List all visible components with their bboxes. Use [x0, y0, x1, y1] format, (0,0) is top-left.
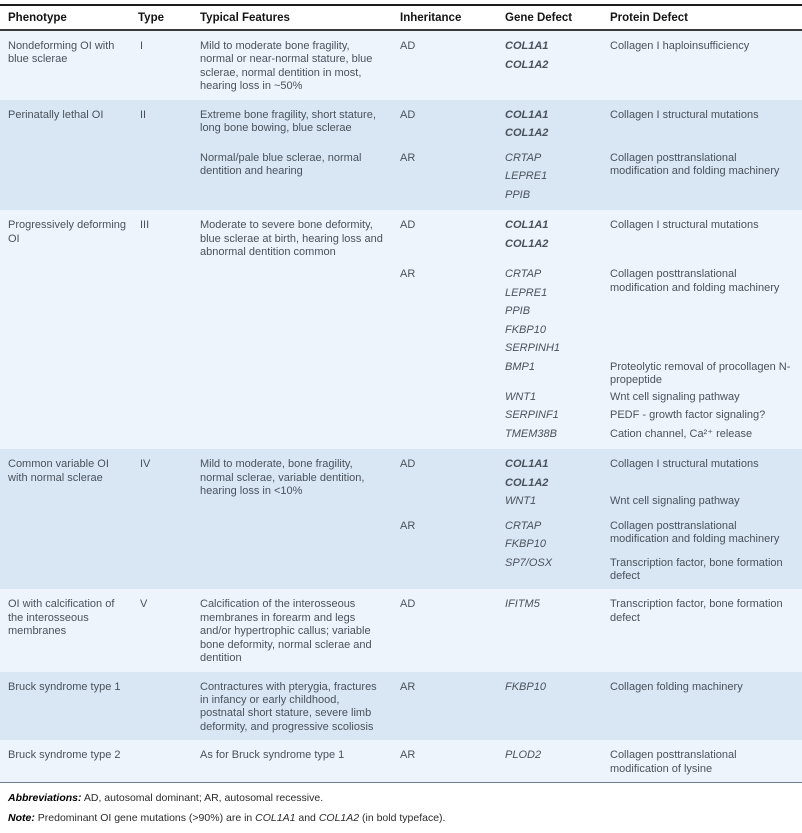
protein-defect-cell: Collagen folding machinery [610, 680, 743, 693]
inheritance-subrow [198, 149, 802, 205]
gene-protein-group [503, 554, 802, 584]
gene-protein-group [503, 216, 802, 253]
header-phenotype: Phenotype [8, 12, 67, 24]
type-cell [136, 678, 198, 735]
protein-defect-cell: Collagen posttranslational modification and folding machinery [610, 151, 780, 178]
subrows-container [198, 455, 802, 583]
typical-features-cell: Moderate to severe bone deformity, blue sclerae at birth, hearing loss and abnormal dentition common [200, 219, 383, 258]
gene-protein-group [503, 595, 802, 625]
inheritance-subrow [198, 517, 802, 584]
gene-name: CRTAP [505, 519, 542, 532]
gene-protein-group [503, 406, 802, 425]
phenotype-cell: Nondeforming OI with blue sclerae [8, 40, 115, 66]
typical-features-cell: Mild to moderate bone fragility, normal or near-normal stature, blue sclerae, normal dentition in most, hearing loss in ~50% [200, 40, 373, 93]
subrows-container [198, 595, 802, 665]
inheritance-cell: AD [400, 219, 416, 232]
gene-groups [503, 265, 802, 443]
gene-name: COL1A1 [505, 219, 549, 232]
subrows-container [198, 106, 802, 205]
table-row [0, 449, 802, 589]
table-row [0, 672, 802, 741]
type-cell: III [140, 219, 150, 232]
phenotype-cell: Progressively deforming OI [8, 219, 126, 245]
header-inheritance: Inheritance [400, 12, 462, 24]
abbreviations-line [8, 792, 794, 805]
inheritance-subrow [198, 455, 802, 511]
typical-features-cell: Mild to moderate, bone fragility, normal sclerae, variable dentition, hearing loss in <10% [200, 458, 365, 497]
table-body [0, 31, 802, 783]
gene-list [503, 37, 608, 74]
gene-name: CRTAP [505, 151, 542, 164]
gene-name: LEPRE1 [505, 170, 548, 183]
protein-defect-cell: Collagen posttranslational modification and folding machinery [610, 268, 780, 294]
gene-name: COL1A1 [505, 108, 549, 121]
gene-name: COL1A2 [505, 237, 549, 250]
inheritance-cell: AR [400, 519, 416, 532]
phenotype-cell: OI with calcification of the interosseous membranes [8, 598, 115, 638]
gene-groups [503, 149, 802, 205]
typical-features-cell [198, 265, 398, 443]
protein-defect-cell: Transcription factor, bone formation defect [610, 598, 783, 624]
inheritance-cell: AD [400, 108, 416, 121]
gene-list [503, 492, 608, 511]
gene-name: COL1A2 [505, 476, 549, 489]
inheritance-cell: AR [400, 749, 416, 762]
gene-groups [503, 595, 802, 665]
table-row [0, 100, 802, 211]
gene-protein-group [503, 149, 802, 205]
protein-defect-cell: Collagen posttranslational modification and folding machinery [610, 519, 780, 546]
gene-name: LEPRE1 [505, 286, 548, 299]
gene-name: COL1A1 [505, 458, 549, 471]
gene-groups [503, 106, 802, 143]
gene-name: WNT1 [505, 495, 537, 508]
gene-list [503, 149, 608, 205]
gene-protein-group [503, 455, 802, 492]
gene-list [503, 595, 608, 625]
subrows-container [198, 216, 802, 443]
inheritance-cell: AR [400, 268, 416, 281]
table-row [0, 589, 802, 671]
phenotype-cell: Bruck syndrome type 1 [8, 680, 121, 693]
gene-name: FKBP10 [505, 538, 546, 551]
note-gene-col1a2: COL1A2 [318, 812, 360, 825]
type-cell: V [140, 598, 148, 611]
abbreviations-label: Abbreviations: [8, 791, 82, 804]
gene-groups [503, 746, 802, 776]
subrows-container [198, 678, 802, 735]
inheritance-subrow [198, 37, 802, 94]
note-line [8, 812, 794, 825]
inheritance-cell: AR [400, 680, 416, 693]
typical-features-cell: As for Bruck syndrome type 1 [200, 749, 345, 762]
protein-defect-cell: Collagen posttranslational modification of lysine [610, 749, 737, 775]
gene-protein-group [503, 388, 802, 407]
gene-protein-group [503, 358, 802, 388]
gene-protein-group [503, 678, 802, 697]
gene-name: SP7/OSX [505, 556, 553, 569]
gene-protein-group [503, 425, 802, 444]
phenotype-cell: Common variable OI with normal sclerae [8, 458, 109, 484]
gene-name: PPIB [505, 188, 531, 201]
gene-protein-group [503, 492, 802, 511]
gene-protein-group [503, 746, 802, 776]
gene-name: FKBP10 [505, 323, 546, 336]
gene-list [503, 517, 608, 554]
table-footer [0, 783, 802, 833]
gene-name: COL1A1 [505, 40, 549, 52]
subrows-container [198, 746, 802, 776]
inheritance-cell: AD [400, 40, 416, 52]
typical-features-cell: Normal/pale blue sclerae, normal dentition and hearing [200, 151, 362, 178]
typical-features-cell: Extreme bone fragility, short stature, long bone bowing, blue sclerae [200, 108, 376, 135]
type-cell: I [140, 40, 144, 52]
gene-name: PPIB [505, 305, 531, 318]
gene-list [503, 425, 608, 444]
protein-defect-cell: PEDF - growth factor signaling? [610, 409, 766, 422]
gene-list [503, 455, 608, 492]
gene-groups [503, 517, 802, 584]
gene-groups [503, 216, 802, 259]
protein-defect-cell: Collagen I structural mutations [610, 219, 759, 232]
phenotype-cell: Bruck syndrome type 2 [8, 749, 121, 762]
protein-defect-cell: Wnt cell signaling pathway [610, 390, 740, 403]
header-typical-features: Typical Features [200, 12, 290, 24]
gene-list [503, 358, 608, 388]
gene-protein-group [503, 106, 802, 143]
protein-defect-cell: Cation channel, Ca²⁺ release [610, 427, 753, 440]
inheritance-subrow [198, 265, 802, 443]
header-protein-defect: Protein Defect [610, 12, 688, 24]
gene-name: PLOD2 [505, 749, 542, 762]
gene-name: TMEM38B [505, 427, 557, 440]
gene-groups [503, 678, 802, 735]
gene-list [503, 678, 608, 697]
gene-name: COL1A2 [505, 127, 549, 140]
inheritance-subrow [198, 746, 802, 776]
protein-defect-cell: Collagen I haploinsufficiency [610, 40, 750, 52]
gene-name: SERPINH1 [505, 342, 561, 355]
gene-name: FKBP10 [505, 680, 546, 693]
abbreviations-text: AD, autosomal dominant; AR, autosomal recessive. [81, 791, 324, 804]
protein-defect-cell: Collagen I structural mutations [610, 458, 759, 471]
inheritance-subrow [198, 216, 802, 259]
typical-features-cell [198, 517, 398, 584]
inheritance-subrow [198, 595, 802, 665]
gene-name: BMP1 [505, 360, 535, 373]
gene-list [503, 106, 608, 143]
gene-list [503, 406, 608, 425]
header-gene-defect: Gene Defect [505, 12, 573, 24]
type-cell: IV [140, 458, 151, 471]
type-cell [136, 746, 198, 776]
table-row [0, 31, 802, 100]
note-seg-4: (in bold typeface). [359, 812, 446, 825]
gene-name: SERPINF1 [505, 409, 559, 422]
oi-types-table [0, 4, 802, 783]
table-row [0, 740, 802, 782]
protein-defect-cell: Collagen I structural mutations [610, 108, 759, 121]
typical-features-cell: Contractures with pterygia, fractures in infancy or early childhood, postnatal short stature, severe limb deformity, and progressive scoliosis [200, 680, 377, 733]
gene-list [503, 388, 608, 407]
note-seg-0: Predominant OI gene mutations (>90%) are in [34, 812, 256, 825]
typical-features-cell: Calcification of the interosseous membranes in forearm and legs and/or hypertrophic callus; variable bone deformity, normal sclerae and dentition [200, 598, 372, 665]
table-header-row [0, 6, 802, 31]
protein-defect-cell: Transcription factor, bone formation defect [610, 556, 783, 583]
inheritance-cell: AR [400, 151, 416, 164]
header-type: Type [138, 12, 164, 24]
gene-list [503, 554, 608, 584]
gene-protein-group [503, 265, 802, 358]
inheritance-subrow [198, 106, 802, 143]
gene-protein-group [503, 37, 802, 74]
gene-list [503, 265, 608, 358]
note-gene-col1a1: COL1A1 [255, 812, 296, 825]
gene-name: WNT1 [505, 390, 537, 403]
subrows-container [198, 37, 802, 94]
gene-groups [503, 455, 802, 511]
protein-defect-cell: Wnt cell signaling pathway [610, 495, 740, 508]
gene-name: IFITM5 [505, 598, 540, 611]
gene-groups [503, 37, 802, 94]
gene-name: CRTAP [505, 268, 542, 281]
phenotype-cell: Perinatally lethal OI [8, 108, 104, 121]
gene-protein-group [503, 517, 802, 554]
gene-list [503, 746, 608, 776]
inheritance-cell: AD [400, 458, 416, 471]
table-row [0, 210, 802, 449]
note-label: Note: [8, 812, 35, 825]
inheritance-subrow [198, 678, 802, 735]
note-seg-2: and [295, 812, 319, 825]
type-cell: II [140, 108, 147, 121]
protein-defect-cell: Proteolytic removal of procollagen N-propeptide [610, 360, 791, 387]
gene-name: COL1A2 [505, 58, 549, 71]
gene-list [503, 216, 608, 253]
inheritance-cell: AD [400, 598, 416, 611]
